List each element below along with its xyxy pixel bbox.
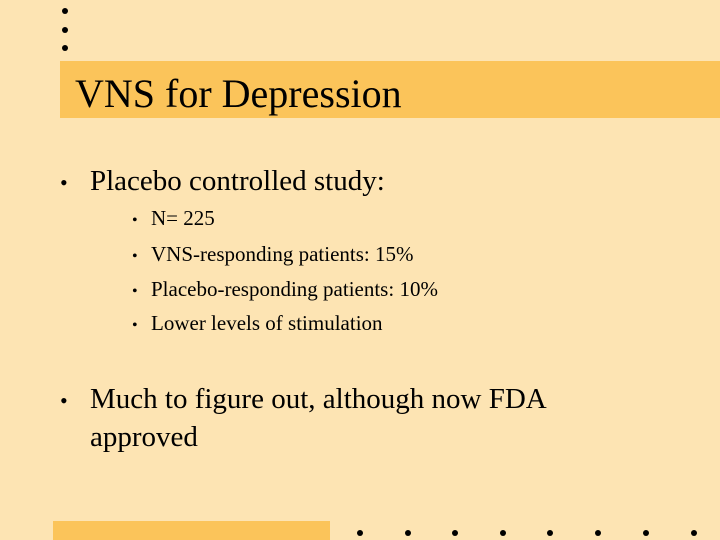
sub-bullet-item xyxy=(132,272,438,306)
sub-bullet-text: N= 225 xyxy=(151,206,215,230)
bullet-text: Placebo controlled study: xyxy=(90,165,385,197)
bullet-text: Much to figure out, although now FDA xyxy=(90,383,547,415)
bullet-glyph: • xyxy=(132,248,138,265)
decorative-dot xyxy=(357,530,363,536)
sub-bullet-text: VNS-responding patients: 15% xyxy=(151,242,414,266)
sub-bullet-item xyxy=(132,306,383,340)
decorative-dot xyxy=(62,8,68,14)
footer-accent-bar xyxy=(53,521,330,540)
decorative-dot xyxy=(595,530,601,536)
decorative-dot xyxy=(405,530,411,536)
bullet-text-continuation: approved xyxy=(90,421,198,453)
sub-bullet-text: Placebo-responding patients: 10% xyxy=(151,277,438,301)
sub-bullet-item xyxy=(132,201,215,235)
bullet-glyph: • xyxy=(60,388,68,413)
bullet-glyph: • xyxy=(132,212,138,229)
sub-bullet-item xyxy=(132,237,413,271)
bullet-glyph: • xyxy=(132,317,138,334)
decorative-dot xyxy=(643,530,649,536)
decorative-dot xyxy=(547,530,553,536)
bullet-continuation xyxy=(90,418,198,456)
decorative-dot xyxy=(452,530,458,536)
decorative-dot xyxy=(62,27,68,33)
bullet-item xyxy=(60,162,385,200)
bullet-item xyxy=(60,380,547,418)
bullet-glyph: • xyxy=(60,170,68,195)
slide-title: VNS for Depression xyxy=(75,71,402,116)
sub-bullet-text: Lower levels of stimulation xyxy=(151,311,383,335)
decorative-dot xyxy=(691,530,697,536)
decorative-dot xyxy=(62,45,68,51)
bullet-glyph: • xyxy=(132,283,138,300)
decorative-dot xyxy=(500,530,506,536)
